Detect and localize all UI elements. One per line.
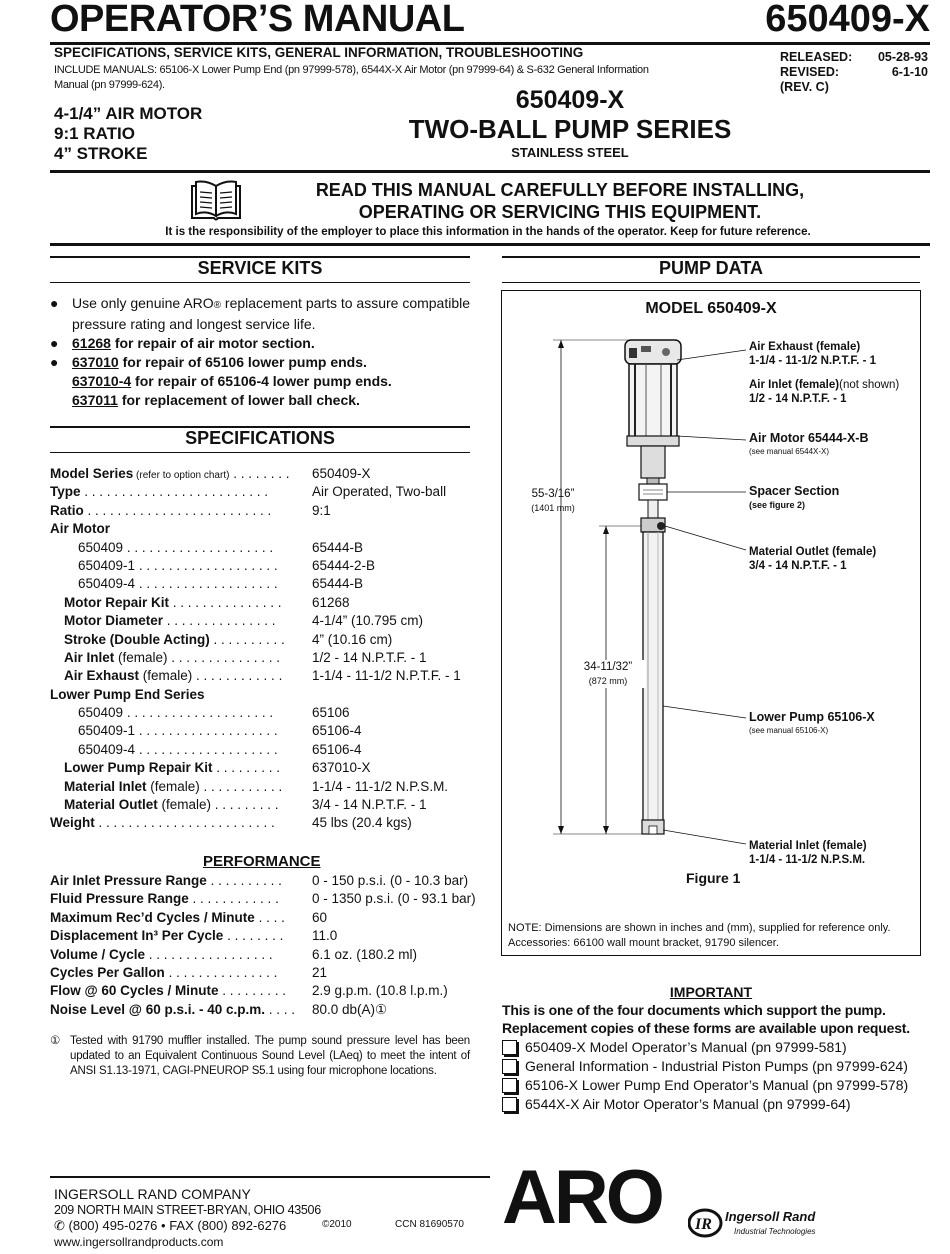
table-row: [50, 667, 480, 685]
ir-logo-text: Ingersoll Rand: [725, 1209, 816, 1224]
series-material: STAINLESS STEEL: [511, 145, 629, 160]
performance-label: Noise Level @ 60 p.s.i. - 40 c.p.m.: [50, 1001, 265, 1017]
performance-label: Displacement In³ Per Cycle: [50, 928, 224, 944]
callout-lower-pump: Lower Pump 65106-X (see manual 65106-X): [749, 710, 875, 735]
table-row: [50, 778, 480, 796]
manual-part-number: 650409-X: [765, 0, 930, 40]
spec-label: 650409-1: [78, 723, 136, 739]
leader-dots: . . . . . . . . . . . . . . . . . . .: [135, 557, 278, 573]
company-website: www.ingersollrandproducts.com: [54, 1235, 224, 1249]
table-row: [50, 483, 480, 501]
footnote-mark: ①: [50, 1035, 61, 1047]
spec-note: (refer to option chart): [133, 470, 230, 481]
performance-value: 11.0: [312, 928, 338, 944]
kit-part-number: 637011: [72, 392, 118, 408]
warning-rule: [50, 243, 930, 246]
series-model: 650409-X: [515, 86, 625, 114]
spec-label: Weight: [50, 815, 95, 831]
spec-label: Type: [50, 484, 81, 500]
aro-logo: ARO: [502, 1155, 662, 1240]
spec-label: Air Exhaust: [64, 668, 140, 684]
document-title: 65106-X Lower Pump End Operator’s Manual (pn 97999-578): [525, 1077, 909, 1093]
list-item: [502, 1076, 922, 1095]
material-inlet-leader: [663, 830, 746, 844]
read-manual-warning: [245, 179, 875, 223]
warning-line-2: OPERATING OR SERVICING THIS EQUIPMENT.: [358, 202, 762, 222]
spec-value: 65106-4: [312, 741, 362, 757]
pump-data-rule-bottom: [502, 282, 920, 283]
performance-label: Volume / Cycle: [50, 946, 146, 962]
lower-height-dimension: 34-11/32” (872 mm): [570, 660, 646, 688]
list-item: 637010-4 for repair of 65106-4 lower pump ends.: [72, 373, 392, 389]
released-date: 05-28-93: [877, 50, 928, 64]
spec-value: 61268: [312, 594, 350, 610]
table-row: [50, 575, 480, 593]
table-row: [50, 557, 480, 575]
revised-label: REVISED:: [780, 65, 840, 79]
spec-label: 650409: [78, 539, 124, 555]
pump-note: [508, 921, 918, 951]
spec-label: Air Motor: [50, 521, 110, 537]
list-item: [502, 1057, 922, 1076]
checkbox-icon: [502, 1059, 517, 1074]
leader-dots: . . . . . . . . . . . . . . . . . . .: [135, 576, 278, 592]
leader-dots: . . . . . . . . . . . . . . .: [163, 613, 276, 629]
dimension-note: NOTE: Dimensions are shown in inches and (mm), supplied for reference only.: [508, 922, 891, 934]
table-row: [50, 890, 480, 908]
performance-label: Flow @ 60 Cycles / Minute: [50, 983, 219, 999]
leader-dots: . . . . . . . . .: [211, 797, 279, 813]
warning-line-1: READ THIS MANUAL CAREFULLY BEFORE INSTALLING,: [315, 180, 805, 200]
performance-value: 2.9 g.p.m. (10.8 l.p.m.): [312, 983, 448, 999]
service-kits-heading: SERVICE KITS: [197, 258, 323, 278]
performance-label: Cycles Per Gallon: [50, 964, 165, 980]
performance-value: 80.0 db(A)①: [312, 1001, 388, 1017]
ccn-number: CCN 81690570: [395, 1219, 464, 1230]
company-info: [54, 1186, 321, 1250]
callout-material-inlet: Material Inlet (female) 1-1/4 - 11-1/2 N.P.S.M.: [749, 840, 867, 866]
callout-air-inlet: Air Inlet (female)(not shown) 1/2 - 14 N.P.T.F. - 1: [749, 379, 900, 405]
kit-part-number: 61268: [72, 335, 111, 351]
leader-dots: . . . . . . . .: [229, 466, 290, 481]
leader-dots: . . . . . . . . . . . . . . .: [169, 594, 282, 610]
performance-label: Air Inlet Pressure Range: [50, 873, 207, 888]
leader-dots: . . . . . . . . . . . . . . . . . . . . . . . . .: [80, 484, 269, 500]
spec-value: 65444-B: [312, 539, 364, 555]
document-title: 650409-X Model Operator’s Manual (pn 97999-581): [525, 1039, 847, 1055]
spec-label: Model Series: [50, 466, 134, 481]
section-rule: [50, 170, 930, 173]
spec-value: 4-1/4” (10.795 cm): [312, 613, 424, 629]
leader-dots: . . . . . . . . . . . . . . .: [167, 649, 281, 665]
spec-value: 1/2 - 14 N.P.T.F. - 1: [312, 649, 427, 665]
motor-stroke: 4” STROKE: [54, 144, 148, 163]
released-label: RELEASED:: [780, 50, 853, 64]
spec-label: Ratio: [50, 502, 84, 518]
spec-value: [312, 686, 480, 704]
table-row: [50, 631, 480, 649]
footnote-text: Tested with 91790 muffler installed. The pump sound pressure level has been updated to an Equivalent Continuous Sound Level (LAeq) to meet the intent of ANSI S1.13-1971, CAGI-PNEUROP S5.1 using four microphone locations.: [70, 1035, 470, 1077]
performance-value: 60: [312, 909, 328, 925]
spec-label: Air Inlet: [64, 649, 115, 665]
table-row: [50, 964, 480, 982]
company-phone: (800) 495-0276 • FAX (800) 892-6276: [68, 1218, 287, 1233]
supporting-documents-list: [502, 1038, 922, 1114]
leader-dots: . . . . . . . . . . .: [199, 778, 283, 794]
leader-dots: . . . . . . . . . . . . . . . . . . . .: [123, 705, 274, 721]
company-address: 209 NORTH MAIN STREET-BRYAN, OHIO 43506: [54, 1203, 321, 1217]
spec-value: 65444-B: [312, 576, 364, 592]
spec-value: 1-1/4 - 11-1/2 N.P.S.M.: [312, 778, 449, 794]
spec-value: [312, 520, 480, 538]
manual-book-icon: [190, 180, 242, 227]
revised-date: 6-1-10: [891, 65, 928, 79]
ingersoll-rand-logo: [688, 1203, 888, 1248]
material-outlet-leader: [665, 526, 746, 550]
copyright: ©2010: [322, 1219, 352, 1230]
spec-note: (female): [139, 668, 193, 684]
table-row: [50, 759, 480, 777]
bullet-icon: ●: [50, 354, 59, 370]
company-name: INGERSOLL RAND COMPANY: [54, 1186, 251, 1202]
callout-air-exhaust: Air Exhaust (female) 1-1/4 - 11-1/2 N.P.T.F. - 1: [749, 341, 876, 367]
specifications-heading: SPECIFICATIONS: [185, 428, 335, 448]
checkbox-icon: [502, 1078, 517, 1093]
list-item: [502, 1095, 922, 1114]
table-row: [50, 927, 480, 945]
leader-dots: . . . . . . . . . . . . . . . . . . .: [135, 723, 278, 739]
series-title: [370, 86, 770, 162]
pump-model-title: MODEL 650409-X: [645, 300, 777, 317]
performance-table: [50, 872, 480, 1019]
table-row: [50, 704, 480, 722]
specifications-rule-bottom: [50, 452, 470, 453]
callout-spacer-section: Spacer Section (see figure 2): [749, 484, 840, 510]
spec-label: Lower Pump Repair Kit: [64, 760, 213, 776]
leader-dots: . . . .: [265, 1001, 296, 1017]
spec-label: Motor Repair Kit: [64, 594, 170, 610]
spec-value: 65106-4: [312, 723, 362, 739]
leader-dots: . . . . . . . . . .: [206, 873, 282, 888]
performance-label: Maximum Rec’d Cycles / Minute: [50, 909, 255, 925]
table-row: [50, 722, 480, 740]
checkbox-icon: [502, 1040, 517, 1055]
kit-part-number: 637010-4: [72, 373, 132, 389]
leader-dots: . . . . . . . . . . . . . . . . . . . .: [123, 539, 274, 555]
spec-value: 1-1/4 - 11-1/2 N.P.T.F. - 1: [312, 668, 461, 684]
spec-label: 650409-1: [78, 557, 136, 573]
performance-label: Fluid Pressure Range: [50, 891, 189, 907]
leader-dots: . . . . . . . . . . . . . . .: [164, 964, 278, 980]
spec-value: 45 lbs (20.4 kgs): [312, 815, 412, 831]
leader-dots: . . . .: [254, 909, 285, 925]
table-row: [50, 465, 480, 483]
performance-value: 21: [312, 964, 328, 980]
accessories-note: Accessories: 66100 wall mount bracket, 91790 silencer.: [508, 937, 779, 949]
table-row: [50, 946, 480, 964]
list-item: 637011 for replacement of lower ball check.: [72, 392, 360, 408]
table-row: [50, 502, 480, 520]
leader-dots: . . . . . . . . .: [218, 983, 286, 999]
performance-value: 0 - 150 p.s.i. (0 - 10.3 bar): [312, 873, 469, 888]
spec-note: (female): [157, 797, 212, 813]
spec-value: 65106: [312, 705, 350, 721]
table-row: [50, 649, 480, 667]
bullet-icon: ●: [50, 335, 59, 351]
document-title: General Information - Industrial Piston Pumps (pn 97999-624): [525, 1058, 908, 1074]
leader-dots: . . . . . . . . . . . . . . . . . . . . . . . . .: [83, 502, 272, 518]
performance-value: 6.1 oz. (180.2 ml): [312, 946, 418, 962]
leader-dots: . . . . . . . . . . . .: [188, 891, 279, 907]
table-row: [50, 909, 480, 927]
important-text: This is one of the four documents which support the pump. Replacement copies of these forms are available upon request.: [502, 1002, 910, 1036]
table-row: [50, 741, 480, 759]
spec-value: 4” (10.16 cm): [312, 631, 393, 647]
table-row: [50, 796, 480, 814]
callout-air-motor: Air Motor 65444-X-B (see manual 6544X-X): [749, 431, 869, 456]
document-title: 6544X-X Air Motor Operator’s Manual (pn 97999-64): [525, 1096, 851, 1112]
performance-value: 0 - 1350 p.s.i. (0 - 93.1 bar): [312, 891, 476, 907]
motor-size: 4-1/4” AIR MOTOR: [54, 104, 203, 123]
table-row: [50, 539, 480, 557]
specifications-table: [50, 465, 480, 833]
air-motor-drawing: [625, 340, 681, 484]
spec-label: 650409-4: [78, 741, 136, 757]
leader-dots: . . . . . . . . . . . . . . . . . . .: [135, 741, 278, 757]
spec-note: (female): [146, 778, 200, 794]
spacer-section-drawing: [639, 484, 667, 532]
spec-label: Stroke (Double Acting): [64, 631, 210, 647]
table-row: [50, 872, 480, 890]
list-item: ● 61268 for repair of air motor section.: [50, 335, 315, 351]
table-row: [50, 982, 480, 1000]
employer-responsibility: It is the responsibility of the employer to place this information in the hands of the operator. Keep for future reference.: [165, 226, 811, 238]
spec-value: 9:1: [312, 502, 331, 518]
table-row: [50, 612, 480, 630]
table-row: [50, 520, 480, 538]
pump-data-heading: PUMP DATA: [658, 258, 763, 278]
service-kits-list: [50, 294, 480, 410]
table-row: [50, 686, 480, 704]
manual-subtitle: SPECIFICATIONS, SERVICE KITS, GENERAL INFORMATION, TROUBLESHOOTING: [54, 45, 584, 60]
performance-heading: PERFORMANCE: [203, 853, 321, 870]
phone-icon: ✆: [54, 1218, 69, 1233]
revision: (REV. C): [780, 80, 829, 94]
spec-label: Lower Pump End Series: [50, 686, 205, 702]
svg-text:IR: IR: [695, 1216, 712, 1233]
leader-dots: . . . . . . . . . . . .: [192, 668, 283, 684]
service-kits-rule-bottom: [50, 282, 470, 283]
motor-info: [54, 104, 202, 164]
list-item: ● Use only genuine ARO® replacement parts to assure compatible pressure rating and longest service life.: [50, 295, 471, 332]
spec-value: 637010-X: [312, 760, 371, 776]
spec-value: Air Operated, Two-ball: [312, 484, 447, 500]
spec-label: Material Inlet: [64, 778, 147, 794]
figure-label: Figure 1: [686, 870, 741, 886]
leader-dots: . . . . . . . . . . . . . . . . .: [145, 946, 273, 962]
spec-label: 650409-4: [78, 576, 136, 592]
manual-title: OPERATOR’S MANUAL: [50, 0, 465, 40]
table-row: [50, 814, 480, 832]
leader-dots: . . . . . . . . . . . . . . . . . . . . . . . .: [94, 815, 275, 831]
list-item: ● 637010 for repair of 65106 lower pump ends.: [50, 354, 367, 370]
important-heading: IMPORTANT: [669, 984, 753, 1000]
table-row: [50, 1001, 480, 1019]
spec-note: (female): [114, 649, 168, 665]
spec-label: 650409: [78, 705, 124, 721]
footer-rule: [50, 1176, 490, 1178]
spec-label: Material Outlet: [64, 797, 158, 813]
table-row: [50, 594, 480, 612]
total-height-dimension: 55-3/16” (1401 mm): [531, 488, 575, 513]
leader-dots: . . . . . . . . . .: [209, 631, 285, 647]
include-manuals: INCLUDE MANUALS: 65106-X Lower Pump End (pn 97999-578), 6544X-X Air Motor (pn 97999-64) & S-632 General Information Manual (pn 97999-624).: [54, 64, 649, 91]
ir-logo-sub: Industrial Technologies: [734, 1227, 816, 1236]
lower-pump-leader: [663, 706, 746, 718]
registered-mark: ®: [213, 300, 222, 311]
air-motor-leader: [677, 436, 746, 440]
leader-dots: . . . . . . . . .: [212, 760, 281, 776]
callout-material-outlet: Material Outlet (female) 3/4 - 14 N.P.T.F. - 1: [749, 546, 877, 572]
noise-footnote: [50, 1034, 470, 1079]
spec-value: 65444-2-B: [312, 557, 376, 573]
air-exhaust-leader: [677, 350, 746, 360]
kit-part-number: 637010: [72, 354, 119, 370]
series-name: TWO-BALL PUMP SERIES: [408, 114, 732, 144]
spec-value: 3/4 - 14 N.P.T.F. - 1: [312, 797, 427, 813]
bullet-icon: ●: [50, 295, 59, 311]
motor-ratio: 9:1 RATIO: [54, 124, 135, 143]
checkbox-icon: [502, 1097, 517, 1112]
leader-dots: . . . . . . . .: [223, 928, 284, 944]
spec-value: 650409-X: [312, 466, 371, 481]
release-info: [780, 50, 928, 95]
spec-label: Motor Diameter: [64, 613, 164, 629]
list-item: [502, 1038, 922, 1057]
